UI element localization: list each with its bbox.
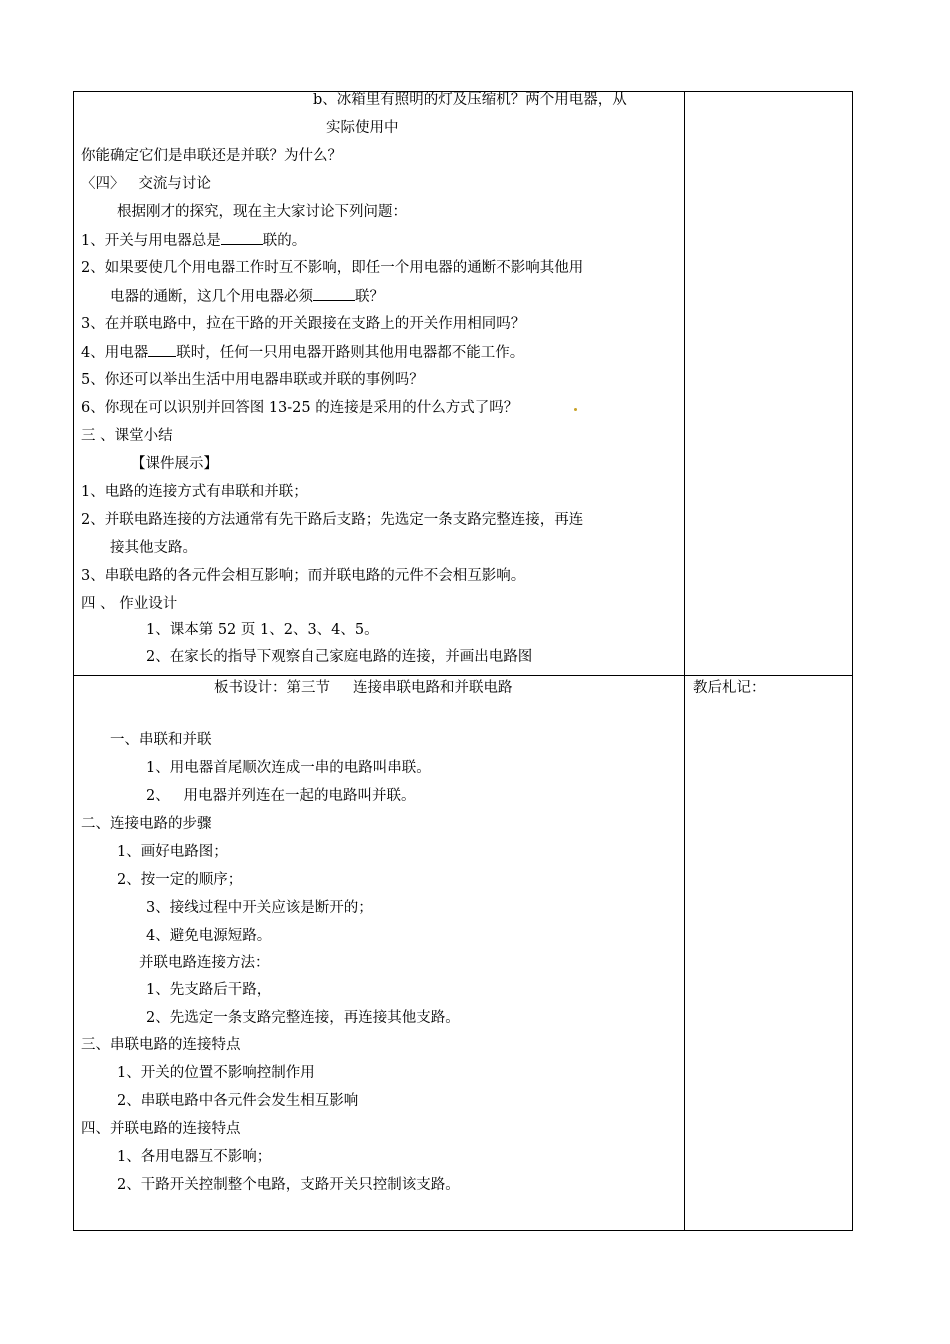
board-heading-3: 三、串联电路的连接特点 [81,1037,241,1053]
board-item-2-3: 3、接线过程中开关应该是断开的； [146,900,373,916]
board-item-2-4: 4、避免电源短路。 [146,928,272,944]
board-item-4-1: 1、各用电器互不影响； [117,1149,272,1165]
summary-2-line1: 2、并联电路连接的方法通常有先干路后支路；先选定一条支路完整连接，再连 [81,512,584,528]
board-item-1-2: 2、 用电器并列连在一起的电路叫并联。 [146,788,416,804]
summary-3: 3、串联电路的各元件会相互影响；而并联电路的元件不会相互影响。 [81,568,526,584]
board-item-3-2: 2、串联电路中各元件会发生相互影响 [117,1093,359,1109]
board-item-1-1: 1、用电器首尾顺次连成一串的电路叫串联。 [146,760,431,776]
question-1-end: 联的。 [262,233,307,249]
summary-1: 1、电路的连接方式有串联和并联； [81,484,308,500]
question-4 [81,342,524,363]
section-4b-title: 四 、 作业设计 [81,596,178,612]
homework-2: 2、在家长的指导下观察自己家庭电路的连接，并画出电路图 [146,649,533,665]
homework-1: 1、课本第 52 页 1、2、3、4、5。 [146,622,379,638]
section-3-title: 三 、课堂小结 [81,428,173,444]
question-b-line2: 实际使用中 [326,120,399,136]
board-item-2-2: 2、按一定的顺序； [117,872,243,888]
board-item-3-1: 1、开关的位置不影响控制作用 [117,1065,315,1081]
question-5: 5、你还可以举出生活中用电器串联或并联的事例吗？ [81,372,424,388]
board-title: 板书设计：第三节 连接串联电路和并联电路 [214,680,513,696]
question-b-line3: 你能确定它们是串联还是并联？为什么？ [81,148,342,164]
board-item-4-2: 2、干路开关控制整个电路，支路开关只控制该支路。 [117,1177,460,1193]
question-1 [81,230,306,251]
question-2-line2 [110,286,384,307]
row-divider [73,675,853,676]
question-4-end: 联时，任何一只用电器开路则其他用电器都不能工作。 [176,345,525,361]
board-sub-item-2: 2、先选定一条支路完整连接，再连接其他支路。 [146,1010,460,1026]
section-4-intro: 根据刚才的探究，现在主大家讨论下列问题： [117,204,407,220]
question-2-end: 联？ [355,289,384,305]
question-2-text: 电器的通断，这几个用电器必须 [110,289,313,305]
stray-mark [574,408,577,411]
question-6: 6、你现在可以识别并回答图 13-25 的连接是采用的什么方式了吗？ [81,400,519,416]
board-subheading: 并联电路连接方法： [139,955,270,971]
question-b-line1: b、冰箱里有照明的灯及压缩机？两个用电器，从 [313,92,627,108]
column-divider [684,91,685,1231]
board-heading-4: 四、并联电路的连接特点 [81,1121,241,1137]
answer-blank [313,286,355,301]
notes-label: 教后札记： [693,680,766,696]
answer-blank [148,342,176,357]
question-3: 3、在并联电路中，拉在干路的开关跟接在支路上的开关作用相同吗？ [81,316,526,332]
question-4-text: 4、用电器 [81,345,149,361]
board-heading-1: 一、串联和并联 [110,732,212,748]
question-2-line1: 2、如果要使几个用电器工作时互不影响，即任一个用电器的通断不影响其他用 [81,260,584,276]
board-heading-2: 二、连接电路的步骤 [81,816,212,832]
board-item-2-1: 1、画好电路图； [117,844,228,860]
summary-2-line2: 接其他支路。 [110,540,197,556]
board-sub-item-1: 1、先支路后干路， [146,982,272,998]
question-1-text: 1、开关与用电器总是 [81,233,221,249]
section-4-title: 〈四〉 交流与讨论 [81,176,211,192]
slide-label: 【课件展示】 [131,456,218,472]
answer-blank [221,230,263,245]
